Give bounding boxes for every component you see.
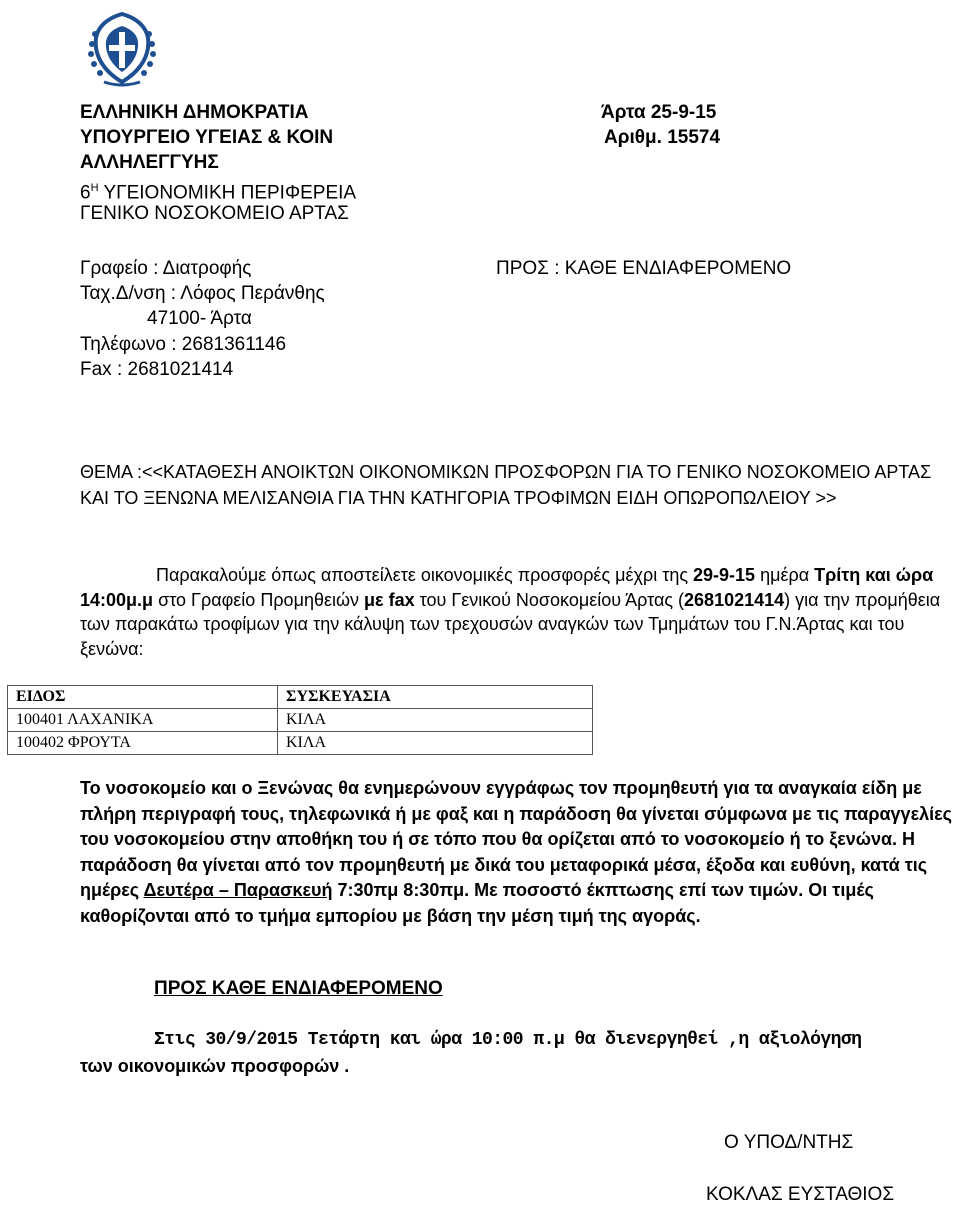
protocol-number: Αριθμ. 15574 [604, 127, 721, 148]
recipient-heading: ΠΡΟΣ ΚΑΘΕ ΕΝΔΙΑΦΕΡΟΜΕΝΟ [154, 978, 443, 999]
table-row [8, 732, 593, 755]
delivery-days: Δευτέρα – Παρασκευή [143, 880, 333, 900]
health-region-text: ΥΓΕΙΟΝΟΜΙΚΗ ΠΕΡΙΦΕΡΕΙΑ [98, 182, 357, 204]
table-row [8, 709, 593, 732]
postcode-label: 47100- Άρτα [147, 308, 252, 329]
opening-line-2: των οικονομικών προσφορών . [80, 1056, 350, 1076]
request-purpose: ) για την προμήθεια των παρακάτω τροφίμων για την κάλυψη των τρεχουσών αναγκών των Τμημάτων του Γ.Ν.Άρτας και του ξενώνα: [80, 589, 941, 659]
phone-label: Τηλέφωνο : 2681361146 [80, 334, 287, 355]
items-table [7, 685, 593, 755]
ministry-name: ΥΠΟΥΡΓΕΙΟ ΥΓΕΙΑΣ & ΚΟΙΝ [80, 127, 334, 148]
table-header-row [8, 686, 593, 709]
country-name: ΕΛΛΗΝΙΚΗ ΔΗΜΟΚΡΑΤΙΑ [80, 102, 309, 123]
document-date: Άρτα 25-9-15 [601, 102, 717, 123]
subject-text: ΘΕΜΑ :<<ΚΑΤΑΘΕΣΗ ΑΝΟΙΚΤΩΝ ΟΙΚΟΝΟΜΙΚΩΝ ΠΡΟΣΦΟΡΩΝ ΓΙΑ ΤΟ ΓΕΝΙΚΟ ΝΟΣΟΚΟΜΕΙΟ ΑΡΤΑΣ ΚΑΙ ΤΟ ΞΕΝΩΝΑ ΜΕΛΙΣΑΝΘΙΑ ΓΙΑ ΤΗΝ ΚΑΤΗΓΟΡΙΑ ΤΡΟΦΙΜΩΝ ΕΙΔΗ ΟΠΩΡΟΠΩΛΕΙΟΥ >> [80, 462, 932, 508]
terms-text-before: Το νοσοκομείο και ο Ξενώνας θα ενημερώνουν εγγράφως τον προμηθευτή για τα αναγκαία είδη με πλήρη περιγραφή τους, τηλεφωνικά ή με φαξ και η παράδοση θα γίνεται σύμφωνα με τις παραγγελίες του νοσοκομείου στην αποθήκη του ή σε τόπο που θα ορίζεται από το νοσοκομείο ή το ξενώνα. Η παράδοση θα γίνεται από τον προμηθευτή με δικά του μεταφορικά μέσα, έξοδα και ευθύνη, κατά τις ημέρες [80, 778, 953, 900]
request-intro: Παρακαλούμε όπως αποστείλετε οικονομικές προσφορές μέχρι της [156, 565, 694, 585]
table-cell-item: 100401 ΛΑΧΑΝΙΚΑ [8, 709, 278, 732]
ministry-name-cont: ΑΛΛΗΛΕΓΓΥΗΣ [80, 152, 219, 173]
opening-line-1: Στις 30/9/2015 Τετάρτη και ώρα 10:00 π.μ θα διενεργηθεί ,η αξιολόγηση [154, 1030, 862, 1050]
request-day-label: ημέρα [755, 565, 815, 585]
address-label: Ταχ.Δ/νση : Λόφος Περάνθης [80, 283, 325, 304]
health-region-number: 6 [80, 182, 91, 204]
table-cell-packaging: ΚΙΛΑ [278, 732, 593, 755]
table-header-item: ΕΙΔΟΣ [8, 686, 278, 709]
terms-paragraph [80, 776, 960, 929]
table-cell-item: 100402 ΦΡΟΥΤΑ [8, 732, 278, 755]
recipient-line: ΠΡΟΣ : ΚΑΘΕ ΕΝΔΙΑΦΕΡΟΜΕΝΟ [496, 258, 792, 279]
fax-method: με fax [364, 589, 415, 610]
health-region-superscript: Η [90, 182, 99, 194]
signature-name: ΚΟΚΛΑΣ ΕΥΣΤΑΘΙΟΣ [706, 1184, 895, 1205]
table-cell-packaging: ΚΙΛΑ [278, 709, 593, 732]
request-office: στο Γραφείο Προμηθειών [153, 589, 365, 610]
request-paragraph [80, 563, 950, 661]
greek-coat-of-arms-icon [80, 4, 164, 88]
hospital-name: ΓΕΝΙΚΟ ΝΟΣΟΚΟΜΕΙΟ ΑΡΤΑΣ [80, 203, 349, 224]
deadline-time: Τρίτη και ώρα 14:00μ.μ [80, 565, 934, 610]
request-hospital: του Γενικού Νοσοκομείου Άρτας ( [414, 589, 685, 610]
fax-label: Fax : 2681021414 [80, 359, 234, 380]
signature-title: Ο ΥΠΟΔ/ΝΤΗΣ [724, 1132, 854, 1153]
fax-number: 2681021414 [684, 589, 785, 610]
office-label: Γραφείο : Διατροφής [80, 258, 252, 279]
table-header-packaging: ΣΥΣΚΕΥΑΣΙΑ [278, 686, 593, 709]
terms-text-after: 7:30πμ 8:30πμ. Με ποσοστό έκπτωσης επί των τιμών. Οι τιμές καθορίζονται από το τμήμα εμπορίου με βάση την μέση τιμή της αγοράς. [80, 880, 874, 926]
deadline-date: 29-9-15 [693, 565, 756, 585]
health-region [80, 176, 356, 205]
